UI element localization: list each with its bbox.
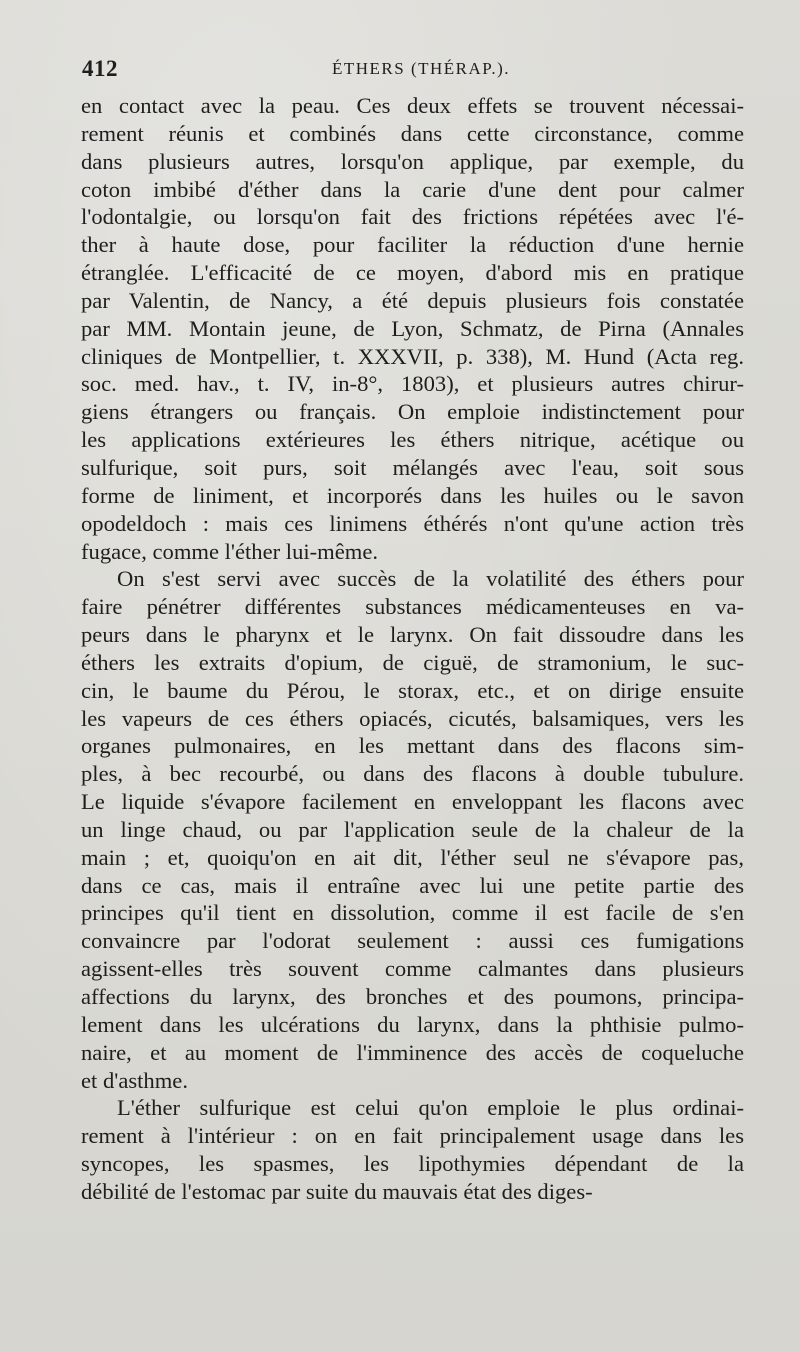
- text-line: sulfurique, soit purs, soit mélangés avec l'eau, soit sous: [81, 454, 744, 480]
- text-line: giens étrangers ou français. On emploie indistinctement pour: [81, 399, 744, 425]
- text-line: organes pulmonaires, en les mettant dans des flacons sim-: [81, 733, 744, 759]
- text-line: peurs dans le pharynx et le larynx. On fait dissoudre dans les: [81, 622, 744, 648]
- text-line: et d'asthme.: [81, 1067, 188, 1093]
- text-line: rement réunis et combinés dans cette circonstance, comme: [81, 120, 744, 146]
- text-line: cin, le baume du Pérou, le storax, etc., et on dirige ensuite: [81, 677, 744, 703]
- text-line: dans plusieurs autres, lorsqu'on applique, par exemple, du: [81, 148, 744, 174]
- text-line: les applications extérieures les éthers nitrique, acétique ou: [81, 427, 744, 453]
- text-line: naire, et au moment de l'imminence des accès de coqueluche: [81, 1039, 744, 1065]
- text-line: les vapeurs de ces éthers opiacés, cicutés, balsamiques, vers les: [81, 705, 744, 731]
- paragraph: [81, 565, 744, 1094]
- text-line: affections du larynx, des bronches et des poumons, principa-: [81, 984, 744, 1009]
- text-line: un linge chaud, ou par l'application seule de la chaleur de la: [81, 816, 744, 842]
- page-header: [82, 56, 722, 88]
- text-line: On s'est servi avec succès de la volatilité des éthers pour: [117, 566, 744, 592]
- text-line: forme de liniment, et incorporés dans les huiles ou le savon: [81, 482, 744, 508]
- text-line: coton imbibé d'éther dans la carie d'une dent pour calmer: [81, 176, 744, 202]
- text-line: faire pénétrer différentes substances médicamenteuses en va-: [81, 594, 744, 620]
- text-line: en contact avec la peau. Ces deux effets se trouvent nécessai-: [81, 93, 744, 118]
- text-line: agissent-elles très souvent comme calmantes dans plusieurs: [81, 956, 744, 982]
- text-line: lement dans les ulcérations du larynx, dans la phthisie pulmo-: [81, 1011, 744, 1037]
- text-line: débilité de l'estomac par suite du mauvais état des diges-: [81, 1178, 593, 1204]
- text-line: ples, à bec recourbé, ou dans des flacons à double tubulure.: [81, 761, 744, 787]
- text-line: cliniques de Montpellier, t. XXXVII, p. 338), M. Hund (Acta reg.: [81, 343, 744, 369]
- text-line: opodeldoch : mais ces linimens éthérés n'ont qu'une action très: [81, 510, 744, 536]
- text-line: soc. med. hav., t. IV, in-8°, 1803), et plusieurs autres chirur-: [81, 371, 744, 397]
- text-line: dans ce cas, mais il entraîne avec lui une petite partie des: [81, 872, 744, 898]
- paragraph: [81, 92, 744, 565]
- text-line: par MM. Montain jeune, de Lyon, Schmatz, de Pirna (Annales: [81, 315, 744, 341]
- text-line: ther à haute dose, pour faciliter la réduction d'une hernie: [81, 232, 744, 258]
- running-head: ÉTHERS (THÉRAP.).: [332, 59, 511, 78]
- text-line: fugace, comme l'éther lui-même.: [81, 538, 379, 564]
- text-line: convaincre par l'odorat seulement : aussi ces fumigations: [81, 928, 744, 954]
- text-line: par Valentin, de Nancy, a été depuis plusieurs fois constatée: [81, 287, 744, 313]
- text-line: rement à l'intérieur : on en fait principalement usage dans les: [81, 1123, 744, 1149]
- text-line: syncopes, les spasmes, les lipothymies dépendant de la: [81, 1151, 744, 1177]
- text-line: étranglée. L'efficacité de ce moyen, d'abord mis en pratique: [81, 260, 744, 286]
- text-line: L'éther sulfurique est celui qu'on emploie le plus ordinai-: [117, 1095, 744, 1121]
- text-line: l'odontalgie, ou lorsqu'on fait des frictions répétées avec l'é-: [81, 204, 744, 230]
- text-line: éthers les extraits d'opium, de ciguë, de stramonium, le suc-: [81, 649, 744, 675]
- text-line: main ; et, quoiqu'on en ait dit, l'éther seul ne s'évapore pas,: [81, 844, 744, 870]
- text-line: Le liquide s'évapore facilement en enveloppant les flacons avec: [81, 789, 744, 815]
- paragraph: [81, 1094, 744, 1205]
- text-line: principes qu'il tient en dissolution, comme il est facile de s'en: [81, 900, 744, 926]
- page-number: 412: [82, 56, 118, 81]
- body-text: [81, 92, 744, 1206]
